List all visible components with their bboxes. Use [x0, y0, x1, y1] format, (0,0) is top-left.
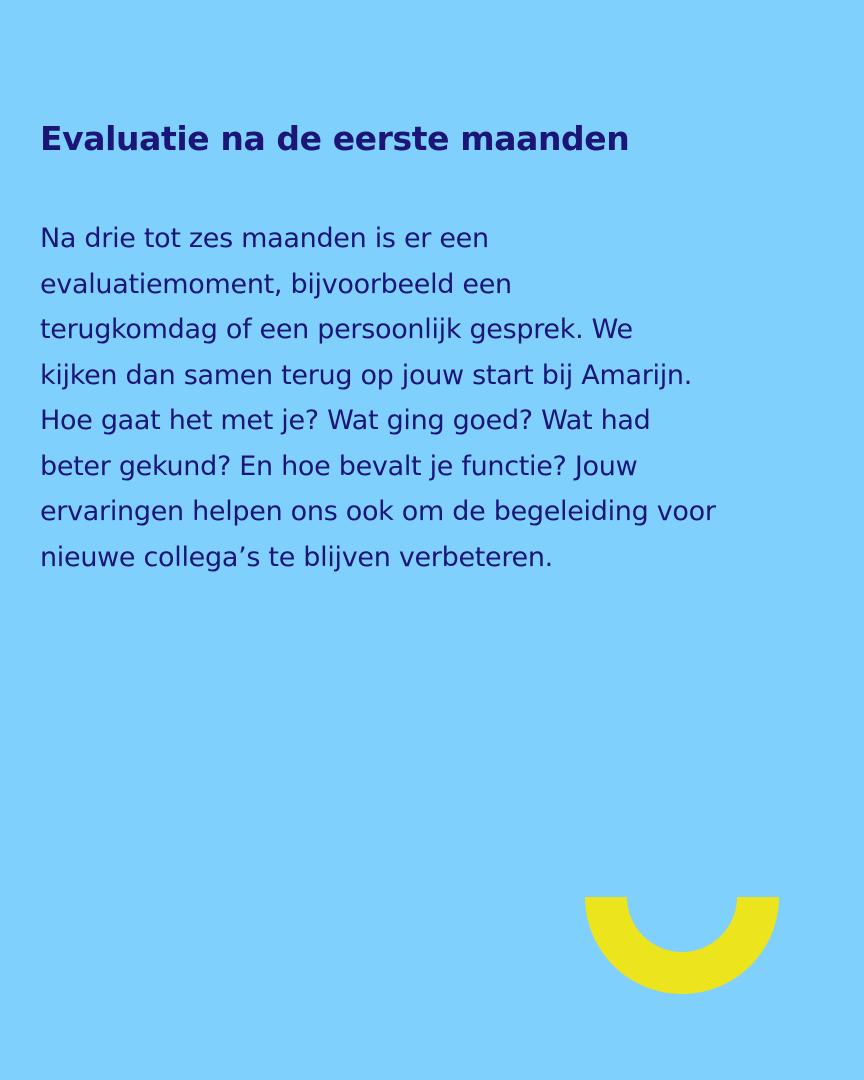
- body-line: Hoe gaat het met je? Wat ging goed? Wat had: [40, 405, 651, 436]
- slide-body: [40, 216, 840, 580]
- body-line: kijken dan samen terug op jouw start bij Amarijn.: [40, 359, 692, 391]
- body-line: terugkomdag of een persoonlijk gesprek. We: [40, 314, 633, 345]
- slide-title: Evaluatie na de eerste maanden: [40, 119, 630, 158]
- body-line: beter gekund? En hoe bevalt je functie? Jouw: [40, 450, 638, 482]
- yellow-arc-shape: [585, 897, 779, 994]
- body-line: nieuwe collega’s te blijven verbeteren.: [40, 541, 553, 573]
- body-line: evaluatiemoment, bijvoorbeeld een: [40, 268, 512, 300]
- body-line: ervaringen helpen ons ook om de begeleiding voor: [40, 496, 716, 527]
- body-line: Na drie tot zes maanden is er een: [40, 223, 489, 254]
